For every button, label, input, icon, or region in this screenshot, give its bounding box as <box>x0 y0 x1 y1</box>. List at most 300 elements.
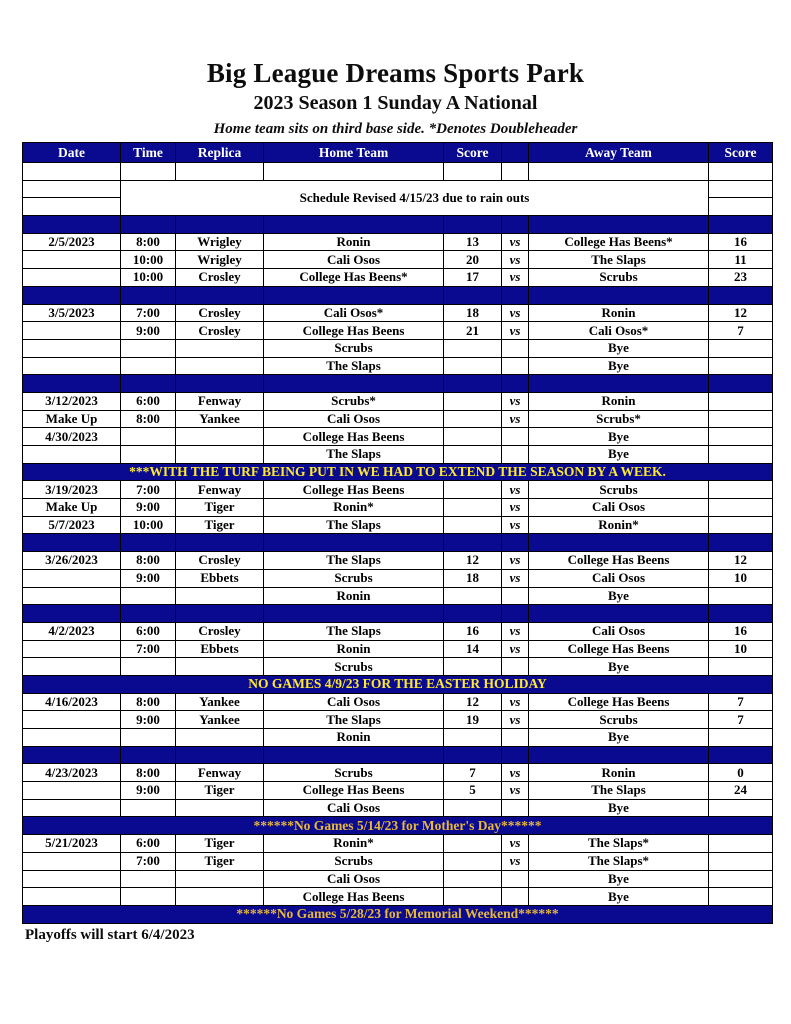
away-score-cell <box>709 729 773 747</box>
home-team-cell: Scrubs <box>264 852 444 870</box>
home-score-cell <box>444 746 502 764</box>
home-team-cell: Ronin* <box>264 835 444 853</box>
replica-cell <box>176 163 264 181</box>
home-score-cell <box>444 163 502 181</box>
game-row <box>23 799 773 817</box>
away-team-cell: Scrubs <box>529 269 709 287</box>
home-score-cell <box>444 428 502 446</box>
home-team-cell: College Has Beens <box>264 481 444 499</box>
banner-row <box>23 463 773 481</box>
home-score-cell: 5 <box>444 782 502 800</box>
replica-cell <box>176 339 264 357</box>
vs-cell <box>502 799 529 817</box>
home-score-cell <box>444 286 502 304</box>
vs-cell: vs <box>502 764 529 782</box>
game-row <box>23 516 773 534</box>
away-score-cell <box>709 481 773 499</box>
replica-cell: Ebbets <box>176 640 264 658</box>
separator-row <box>23 605 773 623</box>
home-score-cell: 19 <box>444 711 502 729</box>
banner-text-cell: ***WITH THE TURF BEING PUT IN WE HAD TO EXTEND THE SEASON BY A WEEK. <box>23 463 773 481</box>
column-header-away-score: Score <box>709 143 773 163</box>
date-cell <box>23 658 121 676</box>
empty-row <box>23 163 773 181</box>
game-row <box>23 852 773 870</box>
home-team-cell: The Slaps <box>264 357 444 375</box>
time-cell <box>121 375 176 393</box>
date-cell <box>23 375 121 393</box>
vs-cell <box>502 888 529 906</box>
away-score-cell <box>709 605 773 623</box>
time-cell <box>121 729 176 747</box>
vs-cell: vs <box>502 251 529 269</box>
time-cell <box>121 870 176 888</box>
home-team-cell: Cali Osos <box>264 870 444 888</box>
replica-cell: Wrigley <box>176 251 264 269</box>
replica-cell <box>176 375 264 393</box>
away-team-cell <box>529 375 709 393</box>
away-team-cell: Cali Osos* <box>529 322 709 340</box>
time-cell: 8:00 <box>121 552 176 570</box>
vs-cell <box>502 605 529 623</box>
date-cell <box>23 269 121 287</box>
time-cell <box>121 605 176 623</box>
vs-cell <box>502 534 529 552</box>
away-team-cell: Cali Osos <box>529 499 709 517</box>
date-cell <box>23 852 121 870</box>
replica-cell <box>176 870 264 888</box>
replica-cell: Fenway <box>176 392 264 410</box>
replica-cell <box>176 357 264 375</box>
vs-cell: vs <box>502 569 529 587</box>
home-score-cell <box>444 375 502 393</box>
home-team-cell: Ronin <box>264 233 444 251</box>
away-team-cell: Bye <box>529 870 709 888</box>
home-score-cell: 12 <box>444 552 502 570</box>
away-score-cell: 16 <box>709 622 773 640</box>
date-cell <box>23 286 121 304</box>
away-team-cell: Bye <box>529 888 709 906</box>
vs-cell: vs <box>502 516 529 534</box>
home-team-cell: College Has Beens <box>264 428 444 446</box>
vs-cell: vs <box>502 711 529 729</box>
game-row <box>23 304 773 322</box>
time-cell: 9:00 <box>121 711 176 729</box>
home-score-cell: 17 <box>444 269 502 287</box>
game-row <box>23 622 773 640</box>
replica-cell: Tiger <box>176 499 264 517</box>
game-row <box>23 711 773 729</box>
away-score-cell <box>709 428 773 446</box>
away-team-cell <box>529 605 709 623</box>
home-team-cell: College Has Beens* <box>264 269 444 287</box>
home-team-cell <box>264 375 444 393</box>
game-row <box>23 782 773 800</box>
home-team-cell: College Has Beens <box>264 322 444 340</box>
home-score-cell <box>444 658 502 676</box>
vs-cell <box>502 870 529 888</box>
away-score-cell: 0 <box>709 764 773 782</box>
time-cell <box>121 163 176 181</box>
date-cell <box>23 446 121 464</box>
home-team-cell <box>264 163 444 181</box>
home-score-cell <box>444 729 502 747</box>
replica-cell: Crosley <box>176 304 264 322</box>
page-subtitle: 2023 Season 1 Sunday A National <box>253 92 538 114</box>
game-row <box>23 870 773 888</box>
away-team-cell: Ronin <box>529 392 709 410</box>
date-cell: 4/16/2023 <box>23 693 121 711</box>
away-team-cell: Ronin* <box>529 516 709 534</box>
away-score-cell <box>709 516 773 534</box>
vs-cell: vs <box>502 410 529 428</box>
time-cell: 9:00 <box>121 782 176 800</box>
separator-row <box>23 286 773 304</box>
time-cell <box>121 587 176 605</box>
time-cell: 6:00 <box>121 392 176 410</box>
vs-cell: vs <box>502 693 529 711</box>
away-score-cell <box>709 180 773 198</box>
date-cell <box>23 180 121 198</box>
date-cell: 4/2/2023 <box>23 622 121 640</box>
home-score-cell: 21 <box>444 322 502 340</box>
time-cell: 6:00 <box>121 622 176 640</box>
time-cell: 6:00 <box>121 835 176 853</box>
time-cell: 7:00 <box>121 304 176 322</box>
game-row <box>23 233 773 251</box>
away-team-cell: Ronin <box>529 764 709 782</box>
away-team-cell: Bye <box>529 357 709 375</box>
home-score-cell: 14 <box>444 640 502 658</box>
away-team-cell: College Has Beens <box>529 640 709 658</box>
vs-cell <box>502 446 529 464</box>
vs-cell <box>502 286 529 304</box>
away-team-cell: College Has Beens <box>529 552 709 570</box>
away-score-cell <box>709 410 773 428</box>
home-team-cell: Cali Osos <box>264 799 444 817</box>
home-score-cell <box>444 587 502 605</box>
away-team-cell <box>529 746 709 764</box>
home-team-cell: The Slaps <box>264 552 444 570</box>
column-header-replica: Replica <box>176 143 264 163</box>
vs-cell <box>502 428 529 446</box>
home-team-cell <box>264 216 444 234</box>
away-score-cell <box>709 799 773 817</box>
home-team-cell: Cali Osos <box>264 410 444 428</box>
away-team-cell: Bye <box>529 658 709 676</box>
home-team-cell: Ronin <box>264 587 444 605</box>
away-team-cell <box>529 216 709 234</box>
home-score-cell: 18 <box>444 304 502 322</box>
home-team-cell: Cali Osos <box>264 693 444 711</box>
vs-cell: vs <box>502 782 529 800</box>
away-score-cell: 11 <box>709 251 773 269</box>
game-row <box>23 251 773 269</box>
away-score-cell: 7 <box>709 711 773 729</box>
replica-cell: Wrigley <box>176 233 264 251</box>
home-score-cell: 13 <box>444 233 502 251</box>
schedule-table-body <box>23 143 773 924</box>
away-score-cell <box>709 198 773 216</box>
vs-cell: vs <box>502 392 529 410</box>
vs-cell: vs <box>502 499 529 517</box>
date-cell <box>23 569 121 587</box>
date-cell <box>23 198 121 216</box>
home-team-cell: The Slaps <box>264 711 444 729</box>
replica-cell <box>176 746 264 764</box>
game-row <box>23 392 773 410</box>
vs-cell: vs <box>502 322 529 340</box>
away-team-cell: The Slaps* <box>529 835 709 853</box>
home-team-cell <box>264 605 444 623</box>
time-cell: 7:00 <box>121 852 176 870</box>
away-score-cell <box>709 852 773 870</box>
game-row <box>23 499 773 517</box>
column-header-vs <box>502 143 529 163</box>
time-cell <box>121 339 176 357</box>
time-cell: 8:00 <box>121 693 176 711</box>
vs-cell: vs <box>502 552 529 570</box>
date-cell <box>23 746 121 764</box>
home-team-cell: College Has Beens <box>264 782 444 800</box>
home-team-cell: Cali Osos <box>264 251 444 269</box>
away-score-cell <box>709 446 773 464</box>
home-team-cell: Scrubs <box>264 764 444 782</box>
date-cell <box>23 216 121 234</box>
time-cell: 8:00 <box>121 233 176 251</box>
home-score-cell <box>444 870 502 888</box>
date-cell <box>23 605 121 623</box>
home-team-cell: The Slaps <box>264 516 444 534</box>
time-cell: 7:00 <box>121 640 176 658</box>
date-cell <box>23 782 121 800</box>
home-score-cell <box>444 446 502 464</box>
column-header-home-team: Home Team <box>264 143 444 163</box>
schedule-table <box>22 142 773 924</box>
away-team-cell: Scrubs <box>529 481 709 499</box>
home-team-cell <box>264 286 444 304</box>
home-score-cell <box>444 852 502 870</box>
separator-row <box>23 375 773 393</box>
time-cell <box>121 357 176 375</box>
home-score-cell <box>444 339 502 357</box>
column-header-home-score: Score <box>444 143 502 163</box>
home-team-cell: Scrubs <box>264 658 444 676</box>
vs-cell <box>502 216 529 234</box>
date-cell: 5/21/2023 <box>23 835 121 853</box>
date-cell <box>23 339 121 357</box>
separator-row <box>23 534 773 552</box>
time-cell: 10:00 <box>121 251 176 269</box>
home-score-cell <box>444 516 502 534</box>
banner-text-cell: NO GAMES 4/9/23 FOR THE EASTER HOLIDAY <box>23 675 773 693</box>
date-cell: 2/5/2023 <box>23 233 121 251</box>
away-score-cell <box>709 499 773 517</box>
time-cell <box>121 286 176 304</box>
home-score-cell: 20 <box>444 251 502 269</box>
replica-cell <box>176 534 264 552</box>
away-team-cell: College Has Beens* <box>529 233 709 251</box>
replica-cell: Crosley <box>176 322 264 340</box>
away-team-cell <box>529 286 709 304</box>
page-title: Big League Dreams Sports Park <box>206 58 585 88</box>
time-cell <box>121 216 176 234</box>
home-team-cell: Scrubs* <box>264 392 444 410</box>
replica-cell <box>176 888 264 906</box>
replica-cell <box>176 729 264 747</box>
banner-text-cell: ******No Games 5/14/23 for Mother's Day****** <box>23 817 773 835</box>
column-header-row <box>23 143 773 163</box>
home-team-cell: The Slaps <box>264 622 444 640</box>
replica-cell <box>176 446 264 464</box>
away-team-cell: Bye <box>529 446 709 464</box>
game-row <box>23 569 773 587</box>
home-score-cell <box>444 499 502 517</box>
away-team-cell: Cali Osos <box>529 569 709 587</box>
replica-cell <box>176 605 264 623</box>
away-team-cell: The Slaps <box>529 782 709 800</box>
game-row <box>23 640 773 658</box>
away-score-cell: 24 <box>709 782 773 800</box>
replica-cell: Tiger <box>176 852 264 870</box>
replica-cell: Fenway <box>176 481 264 499</box>
game-row <box>23 322 773 340</box>
legend-note: Home team sits on third base side. *Denotes Doubleheader <box>213 121 578 137</box>
away-team-cell <box>529 163 709 181</box>
home-score-cell <box>444 481 502 499</box>
banner-row <box>23 675 773 693</box>
date-cell: 3/26/2023 <box>23 552 121 570</box>
away-score-cell: 10 <box>709 640 773 658</box>
home-team-cell <box>264 746 444 764</box>
away-team-cell: Scrubs <box>529 711 709 729</box>
game-row <box>23 552 773 570</box>
date-cell: 3/12/2023 <box>23 392 121 410</box>
vs-cell <box>502 339 529 357</box>
vs-cell: vs <box>502 640 529 658</box>
away-score-cell: 23 <box>709 269 773 287</box>
playoffs-note: Playoffs will start 6/4/2023 <box>25 927 195 943</box>
vs-cell: vs <box>502 233 529 251</box>
home-team-cell <box>264 534 444 552</box>
date-cell: Make Up <box>23 410 121 428</box>
vs-cell <box>502 375 529 393</box>
time-cell <box>121 799 176 817</box>
away-score-cell: 7 <box>709 693 773 711</box>
away-score-cell <box>709 587 773 605</box>
replica-cell <box>176 286 264 304</box>
game-row <box>23 729 773 747</box>
date-cell <box>23 534 121 552</box>
home-score-cell: 7 <box>444 764 502 782</box>
away-team-cell: Bye <box>529 428 709 446</box>
time-cell <box>121 658 176 676</box>
date-cell <box>23 799 121 817</box>
away-score-cell <box>709 658 773 676</box>
vs-cell: vs <box>502 481 529 499</box>
time-cell: 8:00 <box>121 410 176 428</box>
date-cell: 5/7/2023 <box>23 516 121 534</box>
home-score-cell: 18 <box>444 569 502 587</box>
time-cell: 9:00 <box>121 499 176 517</box>
replica-cell <box>176 658 264 676</box>
away-score-cell <box>709 835 773 853</box>
game-row <box>23 481 773 499</box>
away-score-cell <box>709 392 773 410</box>
game-row <box>23 446 773 464</box>
time-cell <box>121 428 176 446</box>
away-score-cell <box>709 534 773 552</box>
home-score-cell <box>444 392 502 410</box>
time-cell: 9:00 <box>121 569 176 587</box>
date-cell <box>23 711 121 729</box>
replica-cell: Tiger <box>176 782 264 800</box>
column-header-time: Time <box>121 143 176 163</box>
time-cell <box>121 446 176 464</box>
replica-cell <box>176 428 264 446</box>
vs-cell: vs <box>502 852 529 870</box>
game-row <box>23 428 773 446</box>
away-score-cell <box>709 339 773 357</box>
vs-cell <box>502 587 529 605</box>
date-cell: 4/30/2023 <box>23 428 121 446</box>
date-cell: Make Up <box>23 499 121 517</box>
away-score-cell: 10 <box>709 569 773 587</box>
replica-cell: Yankee <box>176 410 264 428</box>
away-score-cell <box>709 746 773 764</box>
replica-cell: Crosley <box>176 622 264 640</box>
date-cell: 3/19/2023 <box>23 481 121 499</box>
time-cell: 8:00 <box>121 764 176 782</box>
game-row <box>23 764 773 782</box>
home-team-cell: Ronin <box>264 729 444 747</box>
banner-row <box>23 817 773 835</box>
away-score-cell <box>709 163 773 181</box>
replica-cell: Tiger <box>176 516 264 534</box>
vs-cell <box>502 658 529 676</box>
date-cell: 3/5/2023 <box>23 304 121 322</box>
away-team-cell: Bye <box>529 339 709 357</box>
home-score-cell <box>444 888 502 906</box>
game-row <box>23 835 773 853</box>
home-score-cell <box>444 799 502 817</box>
home-score-cell: 16 <box>444 622 502 640</box>
revised-banner-cell: Schedule Revised 4/15/23 due to rain outs <box>121 180 709 215</box>
game-row <box>23 693 773 711</box>
column-header-date: Date <box>23 143 121 163</box>
away-score-cell <box>709 286 773 304</box>
home-team-cell: Ronin* <box>264 499 444 517</box>
column-header-away-team: Away Team <box>529 143 709 163</box>
away-score-cell: 7 <box>709 322 773 340</box>
home-team-cell: Scrubs <box>264 569 444 587</box>
home-team-cell: Scrubs <box>264 339 444 357</box>
game-row <box>23 410 773 428</box>
game-row <box>23 357 773 375</box>
home-team-cell: Ronin <box>264 640 444 658</box>
date-cell <box>23 729 121 747</box>
banner-text-cell: ******No Games 5/28/23 for Memorial Weekend****** <box>23 905 773 923</box>
time-cell <box>121 746 176 764</box>
away-team-cell <box>529 534 709 552</box>
home-score-cell <box>444 605 502 623</box>
away-score-cell: 16 <box>709 233 773 251</box>
away-score-cell <box>709 357 773 375</box>
home-score-cell <box>444 534 502 552</box>
game-row <box>23 888 773 906</box>
time-cell: 10:00 <box>121 516 176 534</box>
replica-cell: Crosley <box>176 552 264 570</box>
